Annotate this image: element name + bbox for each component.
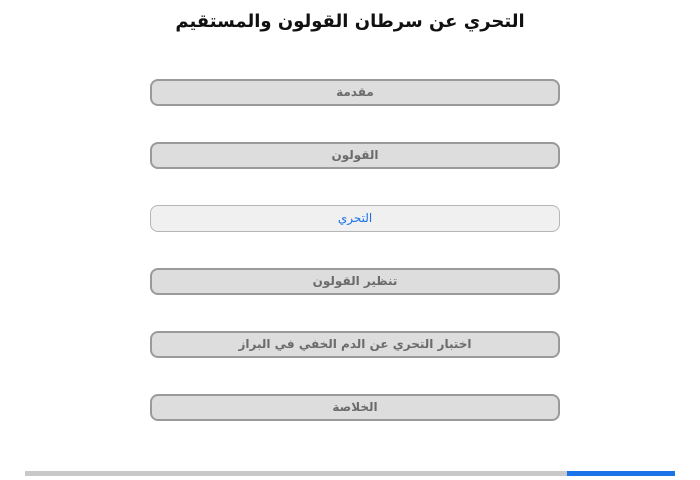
menu-item-colonoscopy[interactable]: تنظير القولون [150,268,560,295]
progress-fill [567,471,675,476]
page-title: التحري عن سرطان القولون والمستقيم [175,11,525,32]
menu-item-screening[interactable]: التحري [150,205,560,232]
progress-bar [25,471,675,476]
section-menu [150,79,560,457]
menu-item-colon[interactable]: القولون [150,142,560,169]
menu-item-summary[interactable]: الخلاصة [150,394,560,421]
menu-item-introduction[interactable]: مقدمة [150,79,560,106]
menu-item-fecal-occult-blood-test[interactable]: اختبار التحري عن الدم الخفي في البراز [150,331,560,358]
